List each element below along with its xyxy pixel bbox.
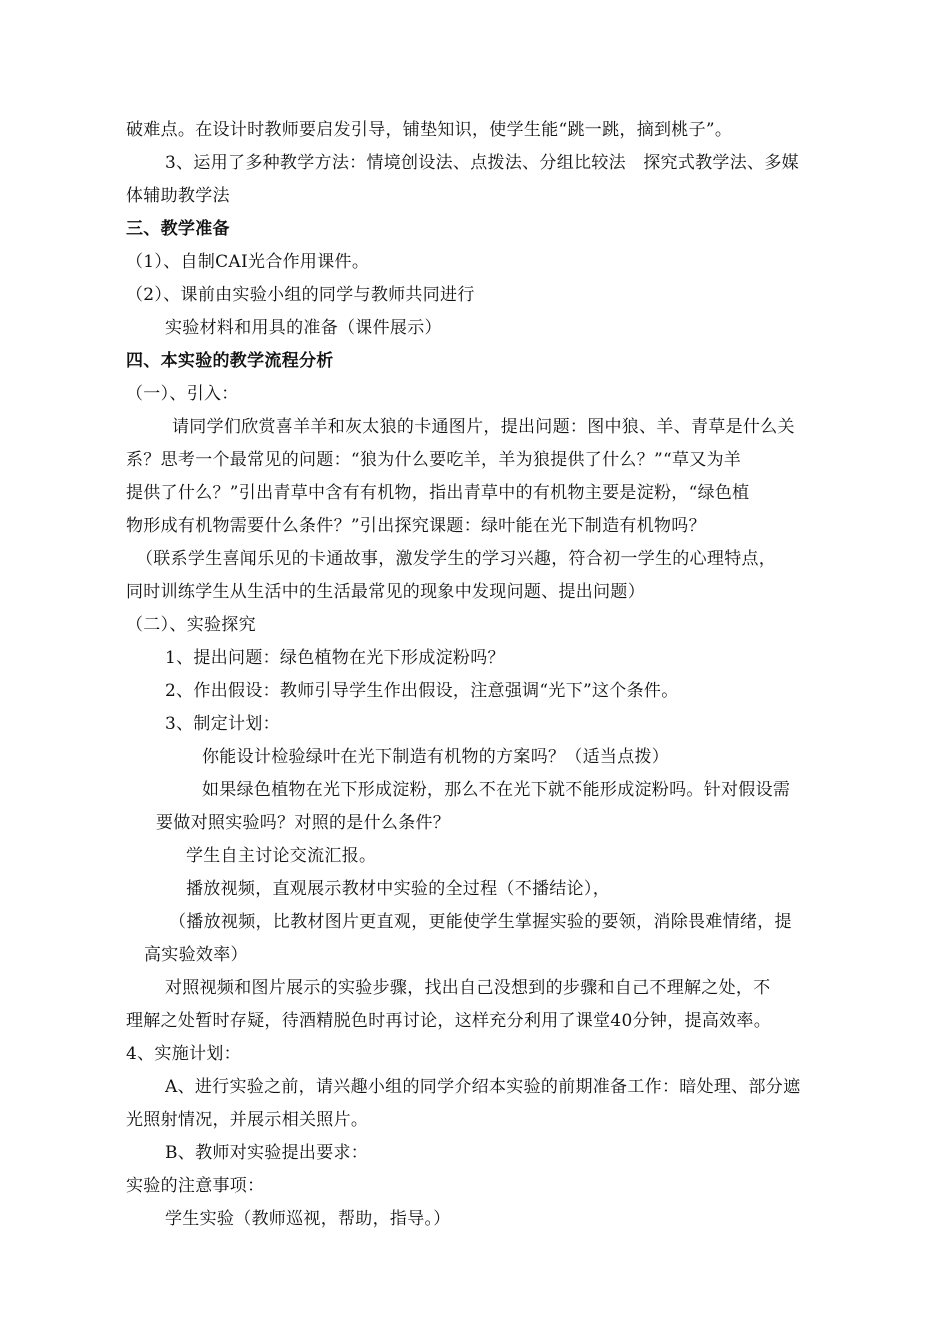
text-line: 播放视频，直观展示教材中实验的全过程（不播结论）， [186, 879, 610, 899]
text-line: （2）、课前由实验小组的同学与教师共同进行 [126, 285, 475, 305]
text-line: 实验的注意事项： [126, 1176, 265, 1196]
text-line: 物形成有机物需要什么条件？”引出探究课题：绿叶能在光下制造有机物吗？ [126, 516, 706, 536]
text-line: 实验材料和用具的准备（课件展示） [165, 318, 442, 338]
text-line: 3、运用了多种教学方法：情境创设法、点拨法、分组比较法 探究式教学法、多媒 [165, 153, 799, 173]
text-line: B、教师对实验提出要求： [165, 1143, 369, 1163]
text-line: 3、制定计划： [165, 714, 280, 734]
text-line: 光照射情况，并展示相关照片。 [126, 1110, 369, 1130]
text-line: 体辅助教学法 [126, 186, 230, 206]
text-line: （二）、实验探究 [126, 615, 256, 635]
text-line: 2、作出假设：教师引导学生作出假设，注意强调“光下”这个条件。 [165, 681, 679, 701]
text-line: 破难点。在设计时教师要启发引导，铺垫知识，使学生能“跳一跳，摘到桃子”。 [126, 120, 733, 140]
text-line: 同时训练学生从生活中的生活最常见的现象中发现问题、提出问题） [126, 582, 645, 602]
text-line: 如果绿色植物在光下形成淀粉，那么不在光下就不能形成淀粉吗。针对假设需 [202, 780, 791, 800]
text-line: 学生自主讨论交流汇报。 [186, 846, 377, 866]
text-line: 4、实施计划： [126, 1044, 241, 1064]
text-line: 学生实验（教师巡视，帮助，指导。） [165, 1209, 451, 1229]
text-line: （播放视频，比教材图片更直观，更能使学生掌握实验的要领，消除畏难情绪，提 [169, 912, 792, 932]
text-line: 1、提出问题：绿色植物在光下形成淀粉吗？ [165, 648, 505, 668]
text-line: （一）、引入： [126, 384, 239, 404]
section-heading: 四、本实验的教学流程分析 [126, 351, 334, 371]
text-line: 你能设计检验绿叶在光下制造有机物的方案吗？（适当点拨） [202, 747, 670, 767]
text-line: 提供了什么？”引出青草中含有有机物，指出青草中的有机物主要是淀粉，“绿色植 [126, 483, 750, 503]
text-line: （联系学生喜闻乐见的卡通故事，激发学生的学习兴趣，符合初一学生的心理特点， [136, 549, 777, 569]
text-line: （1）、自制CAI光合作用课件。 [126, 252, 370, 272]
text-line: 对照视频和图片展示的实验步骤，找出自己没想到的步骤和自己不理解之处，不 [165, 978, 771, 998]
text-line: A、进行实验之前，请兴趣小组的同学介绍本实验的前期准备工作：暗处理、部分遮 [165, 1077, 801, 1097]
section-heading: 三、教学准备 [126, 219, 230, 239]
text-line: 请同学们欣赏喜羊羊和灰太狼的卡通图片，提出问题：图中狼、羊、青草是什么关 [172, 417, 795, 437]
text-line: 理解之处暂时存疑，待酒精脱色时再讨论，这样充分利用了课堂40分钟，提高效率。 [126, 1011, 772, 1031]
text-line: 要做对照实验吗？对照的是什么条件？ [156, 813, 451, 833]
text-line: 高实验效率） [144, 945, 248, 965]
text-line: 系？思考一个最常见的问题：“狼为什么要吃羊，羊为狼提供了什么？”“草又为羊 [126, 450, 742, 470]
